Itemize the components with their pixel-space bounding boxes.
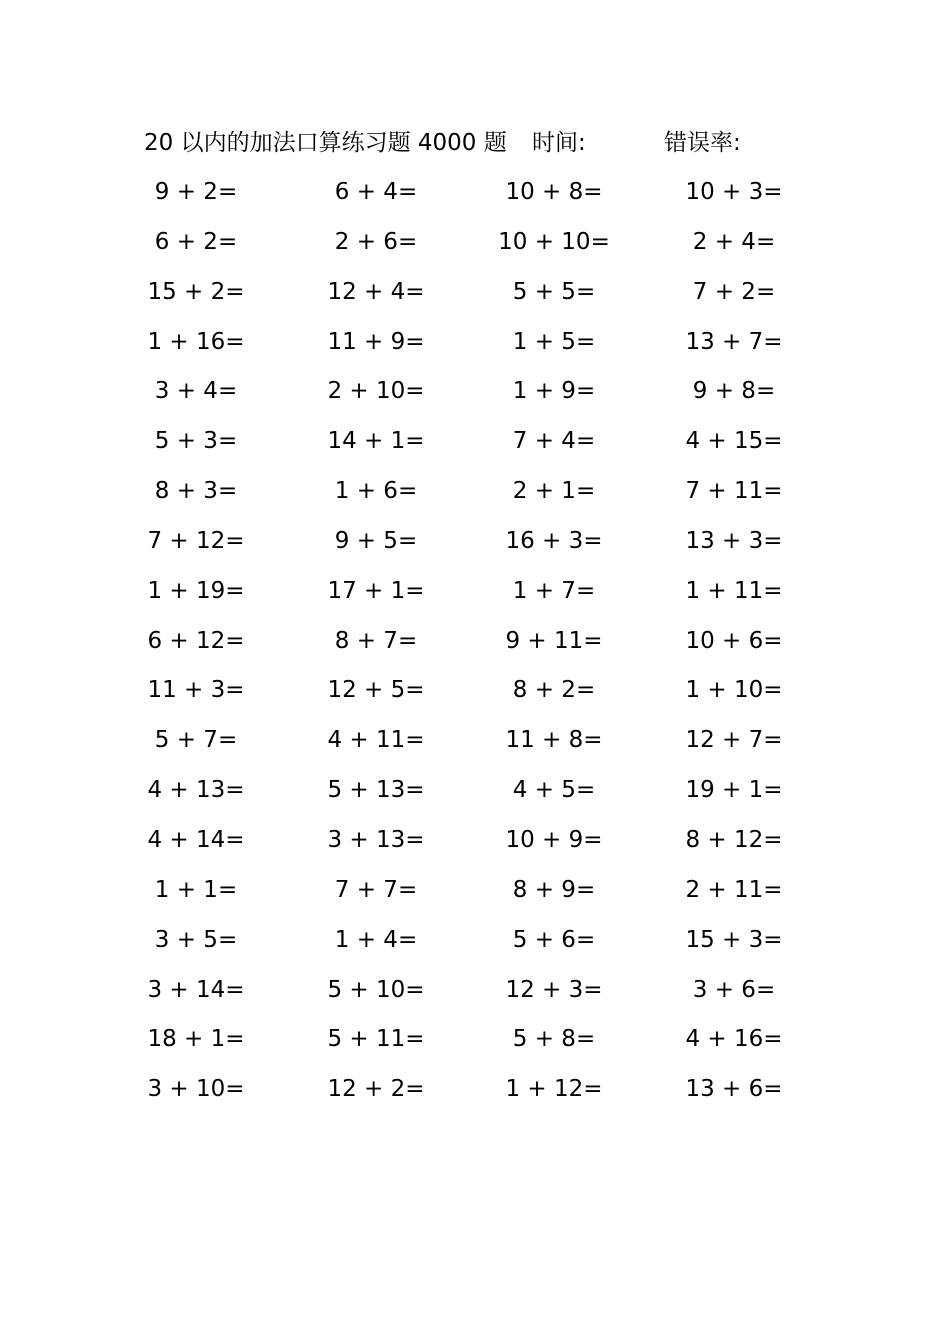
addition-problem: 12 + 3= <box>505 976 603 1003</box>
addition-problem: 2 + 10= <box>327 378 425 405</box>
addition-problem: 1 + 1= <box>154 876 238 903</box>
addition-problem: 12 + 4= <box>327 278 425 305</box>
problem-row <box>0 920 950 970</box>
addition-problem: 12 + 7= <box>685 727 783 754</box>
addition-problem: 15 + 2= <box>147 278 245 305</box>
problem-row <box>0 1069 950 1119</box>
addition-problem: 4 + 16= <box>685 1026 783 1053</box>
addition-problem: 8 + 2= <box>512 677 596 704</box>
addition-problem: 1 + 4= <box>334 926 418 953</box>
addition-problem: 6 + 2= <box>154 228 238 255</box>
addition-problem: 2 + 6= <box>334 228 418 255</box>
addition-problem: 2 + 1= <box>512 478 596 505</box>
addition-problem: 13 + 3= <box>685 527 783 554</box>
problem-row <box>0 621 950 671</box>
problem-grid <box>0 172 950 1119</box>
problem-row <box>0 1019 950 1069</box>
addition-problem: 3 + 6= <box>692 976 776 1003</box>
addition-problem: 5 + 11= <box>327 1026 425 1053</box>
addition-problem: 5 + 7= <box>154 727 238 754</box>
problem-row <box>0 670 950 720</box>
addition-problem: 13 + 7= <box>685 328 783 355</box>
addition-problem: 1 + 5= <box>512 328 596 355</box>
addition-problem: 19 + 1= <box>685 777 783 804</box>
addition-problem: 16 + 3= <box>505 527 603 554</box>
addition-problem: 18 + 1= <box>147 1026 245 1053</box>
problem-row <box>0 222 950 272</box>
addition-problem: 5 + 5= <box>512 278 596 305</box>
addition-problem: 10 + 10= <box>498 228 610 255</box>
addition-problem: 1 + 10= <box>685 677 783 704</box>
addition-problem: 4 + 5= <box>512 777 596 804</box>
addition-problem: 1 + 7= <box>512 577 596 604</box>
addition-problem: 5 + 6= <box>512 926 596 953</box>
addition-problem: 8 + 9= <box>512 876 596 903</box>
addition-problem: 1 + 11= <box>685 577 783 604</box>
addition-problem: 8 + 12= <box>685 826 783 853</box>
addition-problem: 7 + 4= <box>512 428 596 455</box>
addition-problem: 1 + 9= <box>512 378 596 405</box>
problem-row <box>0 770 950 820</box>
addition-problem: 9 + 8= <box>692 378 776 405</box>
addition-problem: 3 + 13= <box>327 826 425 853</box>
worksheet-header <box>0 126 950 160</box>
addition-problem: 8 + 7= <box>334 627 418 654</box>
problem-row <box>0 970 950 1020</box>
problem-row <box>0 870 950 920</box>
addition-problem: 15 + 3= <box>685 926 783 953</box>
addition-problem: 14 + 1= <box>327 428 425 455</box>
addition-problem: 17 + 1= <box>327 577 425 604</box>
addition-problem: 10 + 9= <box>505 826 603 853</box>
addition-problem: 11 + 9= <box>327 328 425 355</box>
addition-problem: 3 + 5= <box>154 926 238 953</box>
addition-problem: 4 + 13= <box>147 777 245 804</box>
addition-problem: 5 + 13= <box>327 777 425 804</box>
addition-problem: 13 + 6= <box>685 1076 783 1103</box>
addition-problem: 10 + 6= <box>685 627 783 654</box>
addition-problem: 5 + 8= <box>512 1026 596 1053</box>
addition-problem: 6 + 12= <box>147 627 245 654</box>
addition-problem: 12 + 2= <box>327 1076 425 1103</box>
addition-problem: 3 + 4= <box>154 378 238 405</box>
addition-problem: 3 + 14= <box>147 976 245 1003</box>
problem-row <box>0 272 950 322</box>
problem-row <box>0 371 950 421</box>
worksheet-title: 20 以内的加法口算练习题 4000 题 <box>144 130 507 156</box>
addition-problem: 1 + 6= <box>334 478 418 505</box>
problem-row <box>0 820 950 870</box>
addition-problem: 7 + 2= <box>692 278 776 305</box>
addition-problem: 7 + 11= <box>685 478 783 505</box>
addition-problem: 4 + 11= <box>327 727 425 754</box>
addition-problem: 9 + 11= <box>505 627 603 654</box>
addition-problem: 9 + 2= <box>154 179 238 205</box>
addition-problem: 5 + 3= <box>154 428 238 455</box>
addition-problem: 8 + 3= <box>154 478 238 505</box>
addition-problem: 2 + 11= <box>685 876 783 903</box>
addition-problem: 2 + 4= <box>692 228 776 255</box>
addition-problem: 4 + 14= <box>147 826 245 853</box>
addition-problem: 1 + 16= <box>147 328 245 355</box>
addition-problem: 7 + 12= <box>147 527 245 554</box>
addition-problem: 6 + 4= <box>334 179 418 205</box>
addition-problem: 4 + 15= <box>685 428 783 455</box>
problem-row <box>0 322 950 372</box>
time-label: 时间: <box>532 130 586 156</box>
addition-problem: 10 + 8= <box>505 179 603 205</box>
addition-problem: 11 + 3= <box>147 677 245 704</box>
problem-row <box>0 521 950 571</box>
error-rate-label: 错误率: <box>664 130 741 156</box>
problem-row <box>0 720 950 770</box>
addition-problem: 12 + 5= <box>327 677 425 704</box>
addition-problem: 11 + 8= <box>505 727 603 754</box>
addition-problem: 9 + 5= <box>334 527 418 554</box>
addition-problem: 1 + 12= <box>505 1076 603 1103</box>
problem-row <box>0 421 950 471</box>
addition-problem: 7 + 7= <box>334 876 418 903</box>
addition-problem: 10 + 3= <box>685 179 783 205</box>
problem-row <box>0 172 950 222</box>
addition-problem: 3 + 10= <box>147 1076 245 1103</box>
addition-problem: 1 + 19= <box>147 577 245 604</box>
problem-row <box>0 471 950 521</box>
problem-row <box>0 571 950 621</box>
addition-problem: 5 + 10= <box>327 976 425 1003</box>
